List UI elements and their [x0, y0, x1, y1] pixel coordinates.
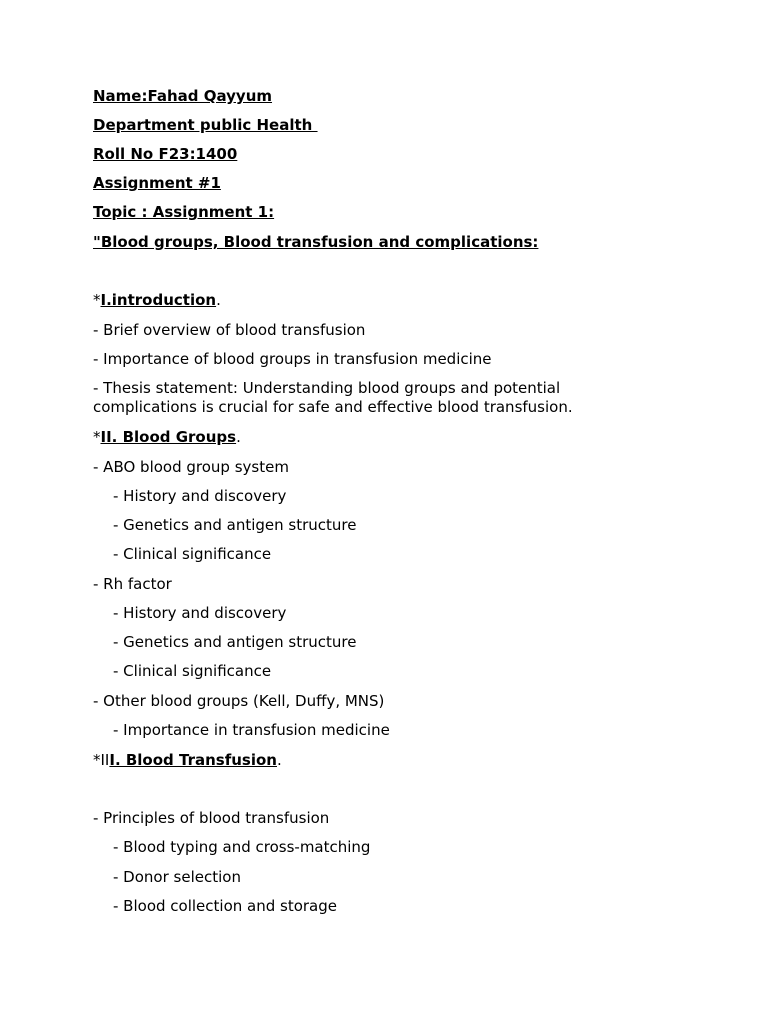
- list-item-thesis: - Thesis statement: Understanding blood groups and potential complications is crucial for safe and effective blood transfusion.: [93, 379, 573, 416]
- list-item: - Rh factor: [93, 575, 172, 593]
- student-name: Name:Fahad Qayyum: [93, 87, 273, 105]
- topic: Topic : Assignment 1:: [93, 203, 275, 221]
- section-heading-blood-transfusion: [93, 751, 282, 769]
- assignment-number: Assignment #1: [93, 174, 221, 192]
- roll-number: Roll No F23:1400: [93, 145, 238, 163]
- sub-list-item: - Genetics and antigen structure: [113, 633, 357, 651]
- heading-suffix: .: [216, 291, 221, 309]
- heading-text: I.introduction: [100, 291, 217, 309]
- list-item: - Brief overview of blood transfusion: [93, 321, 366, 339]
- sub-list-item: - Blood collection and storage: [113, 897, 337, 915]
- heading-prefix: *: [93, 428, 101, 446]
- heading-text: II. Blood Groups: [100, 428, 237, 446]
- sub-list-item: - History and discovery: [113, 487, 287, 505]
- sub-list-item: - Importance in transfusion medicine: [113, 721, 390, 739]
- sub-list-item: - Blood typing and cross-matching: [113, 838, 371, 856]
- section-heading-blood-groups: [93, 428, 241, 446]
- section-heading-introduction: [93, 291, 221, 309]
- heading-text: I. Blood Transfusion: [109, 751, 277, 769]
- sub-list-item: - Clinical significance: [113, 662, 272, 680]
- document-title: "Blood groups, Blood transfusion and complications:: [93, 233, 539, 251]
- heading-prefix: *II: [93, 751, 110, 769]
- sub-list-item: - Donor selection: [113, 868, 241, 886]
- list-item: - ABO blood group system: [93, 458, 289, 476]
- sub-list-item: - History and discovery: [113, 604, 287, 622]
- heading-prefix: *: [93, 291, 101, 309]
- sub-list-item: - Clinical significance: [113, 545, 272, 563]
- list-item: - Principles of blood transfusion: [93, 809, 330, 827]
- sub-list-item: - Genetics and antigen structure: [113, 516, 357, 534]
- heading-suffix: .: [276, 751, 282, 769]
- list-item: - Other blood groups (Kell, Duffy, MNS): [93, 692, 385, 710]
- list-item: - Importance of blood groups in transfusion medicine: [93, 350, 492, 368]
- department: Department public Health: [93, 116, 318, 134]
- heading-suffix: .: [236, 428, 241, 446]
